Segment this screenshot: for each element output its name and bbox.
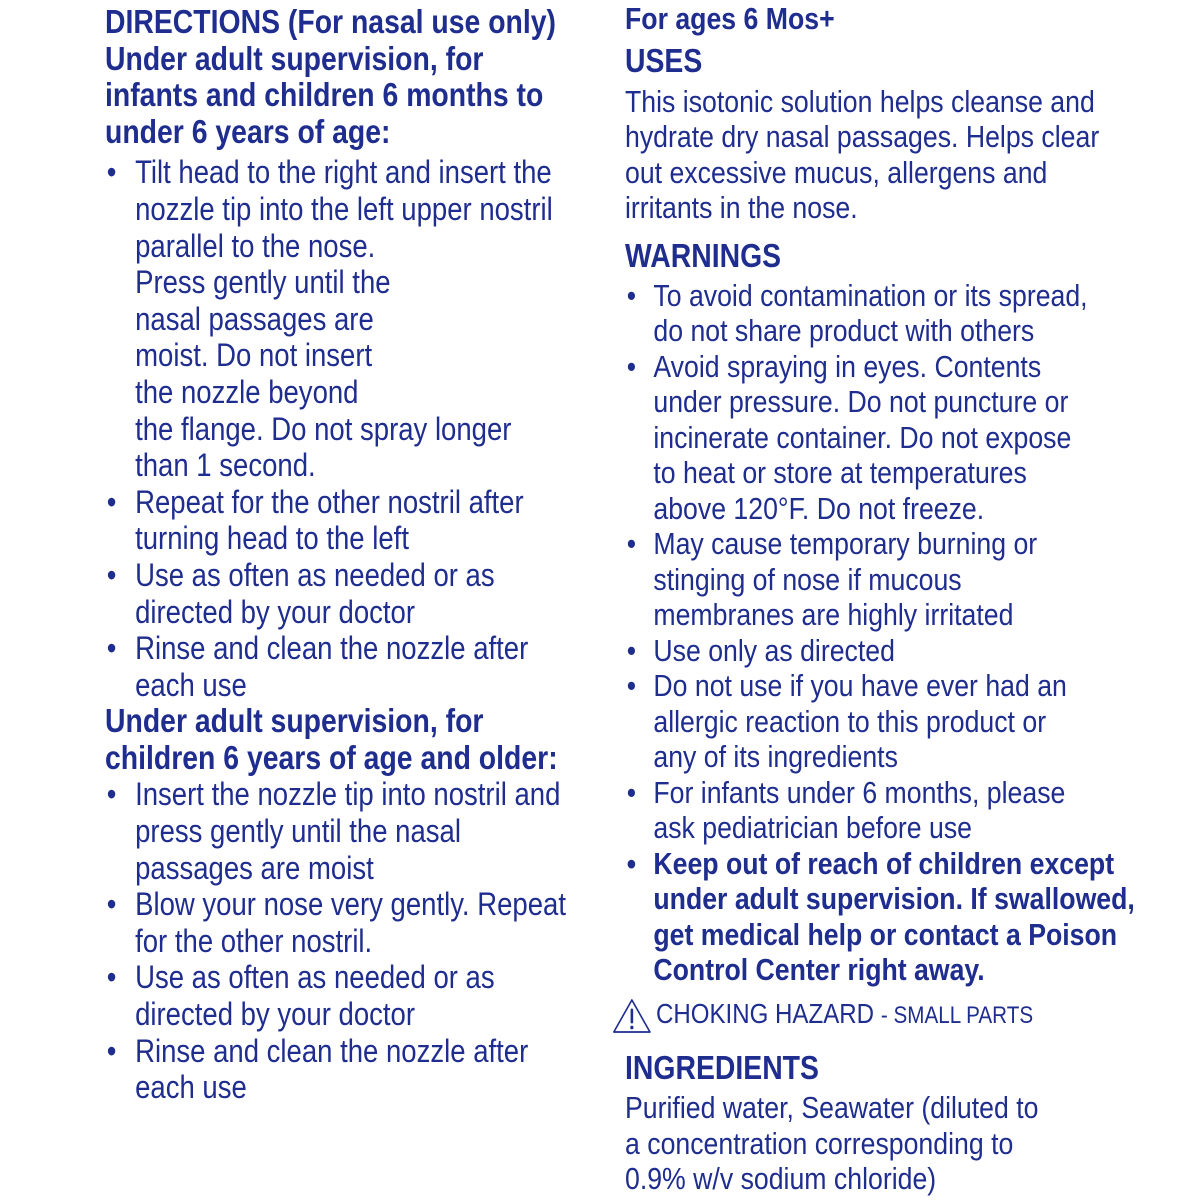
item-line: For infants under 6 months, please: [653, 774, 1066, 810]
bullet-icon: •: [106, 154, 117, 191]
item-line: nasal passages are: [135, 300, 374, 337]
item-line: under pressure. Do not puncture or: [653, 384, 1069, 419]
bullet-icon: •: [106, 776, 117, 813]
bullet-icon: •: [106, 1032, 117, 1069]
ingredients-heading: INGREDIENTS: [625, 1049, 819, 1086]
list-item: [105, 776, 587, 886]
item-line: under adult supervision. If swallowed,: [653, 881, 1135, 916]
directions-subheading-infants: [105, 41, 587, 151]
item-line: each use: [135, 1069, 247, 1106]
item-line: passages are moist: [135, 849, 374, 886]
item-line: turning head to the left: [135, 520, 409, 557]
item-line: Use only as directed: [653, 632, 895, 668]
warning-item: [625, 349, 1141, 527]
directions-column: [105, 4, 587, 1106]
item-line: Repeat for the other nostril after: [135, 483, 524, 520]
uses-text-line: This isotonic solution helps cleanse and: [625, 83, 1095, 119]
item-line: the flange. Do not spray longer: [135, 410, 512, 447]
item-line: Use as often as needed or as: [135, 959, 495, 996]
item-line: to heat or store at temperatures: [653, 455, 1027, 490]
item-line: May cause temporary burning or: [653, 526, 1038, 561]
list-item: [105, 959, 587, 1032]
uses-text-line: out excessive mucus, allergens and: [625, 154, 1048, 190]
list-item: [105, 1033, 587, 1106]
item-line: do not share product with others: [653, 313, 1035, 348]
bullet-icon: •: [626, 845, 637, 881]
subheading-line: Under adult supervision, for: [105, 702, 484, 740]
item-line: each use: [135, 666, 247, 703]
item-line: Do not use if you have ever had an: [653, 668, 1067, 703]
subheading-line: under 6 years of age:: [105, 112, 391, 150]
uses-text: [625, 84, 1141, 226]
item-line: Press gently until the: [135, 264, 391, 301]
list-item: [105, 630, 587, 703]
bullet-icon: •: [106, 556, 117, 593]
directions-subheading-children: [105, 703, 587, 776]
item-line: Tilt head to the right and insert the: [135, 154, 552, 191]
warning-item-keep-out-of-reach: [625, 846, 1141, 988]
uses-heading: USES: [625, 41, 703, 79]
item-line: To avoid contamination or its spread,: [653, 277, 1088, 313]
list-item: [105, 886, 587, 959]
item-line: stinging of nose if mucous: [653, 561, 962, 597]
directions-heading: DIRECTIONS (For nasal use only): [105, 3, 557, 40]
bullet-icon: •: [626, 277, 637, 313]
item-line: Rinse and clean the nozzle after: [135, 1032, 529, 1069]
warning-item: [625, 775, 1141, 846]
ingredients-line: Purified water, Seawater (diluted to: [625, 1090, 1039, 1125]
item-line: than 1 second.: [135, 447, 316, 484]
bullet-icon: •: [626, 668, 637, 703]
item-line: moist. Do not insert: [135, 337, 373, 374]
item-line: Insert the nozzle tip into nostril and: [135, 776, 561, 813]
subheading-line: children 6 years of age and older:: [105, 738, 558, 776]
choking-hazard-label: CHOKING HAZARD: [655, 998, 875, 1029]
warning-item: [625, 668, 1141, 775]
item-line: directed by your doctor: [135, 593, 416, 630]
item-line: incinerate container. Do not expose: [653, 419, 1072, 455]
warnings-heading: WARNINGS: [625, 236, 782, 274]
warning-item: [625, 278, 1141, 349]
bullet-icon: •: [106, 886, 117, 923]
item-line: directed by your doctor: [135, 996, 416, 1033]
info-column: [625, 1, 1141, 1197]
item-line: press gently until the nasal: [135, 813, 461, 850]
ingredients-line: a concentration corresponding to: [625, 1125, 1014, 1161]
list-item: [105, 557, 587, 630]
bullet-icon: •: [626, 632, 637, 668]
subheading-line: Under adult supervision, for: [105, 39, 484, 77]
choking-hazard-detail: - SMALL PARTS: [880, 1002, 1034, 1029]
uses-text-line: hydrate dry nasal passages. Helps clear: [625, 119, 1100, 154]
bullet-icon: •: [106, 959, 117, 996]
item-line: above 120°F. Do not freeze.: [653, 490, 985, 526]
warning-item: [625, 633, 1141, 669]
item-line: membranes are highly irritated: [653, 597, 1014, 632]
age-label: For ages 6 Mos+: [625, 1, 835, 36]
item-line: ask pediatrician before use: [653, 810, 973, 845]
ingredients-line: 0.9% w/v sodium chloride): [625, 1161, 937, 1196]
ingredients-text: [625, 1090, 1141, 1197]
list-item: [105, 484, 587, 557]
bullet-icon: •: [626, 348, 637, 384]
directions-list-children: [105, 776, 587, 1105]
uses-text-line: irritants in the nose.: [625, 190, 858, 225]
bullet-icon: •: [626, 526, 637, 561]
item-line: the nozzle beyond: [135, 373, 359, 410]
item-line: Rinse and clean the nozzle after: [135, 630, 529, 667]
item-line: for the other nostril.: [135, 922, 373, 959]
item-line: any of its ingredients: [653, 739, 898, 774]
warning-item: [625, 526, 1141, 633]
choking-hazard-notice: [625, 994, 1141, 1034]
item-line: Blow your nose very gently. Repeat: [135, 886, 566, 923]
bullet-icon: •: [106, 630, 117, 667]
warning-triangle-icon: [612, 998, 652, 1034]
item-line: get medical help or contact a Poison: [653, 916, 1118, 952]
bullet-icon: •: [626, 774, 637, 810]
item-line: Control Center right away.: [653, 952, 985, 987]
item-line: Avoid spraying in eyes. Contents: [653, 348, 1042, 384]
directions-list-infants: [105, 154, 587, 703]
list-item: [105, 154, 587, 483]
item-line: parallel to the nose.: [135, 227, 376, 264]
item-line: nozzle tip into the left upper nostril: [135, 190, 553, 227]
item-line: Use as often as needed or as: [135, 556, 495, 593]
warnings-list: [625, 278, 1141, 988]
item-line: allergic reaction to this product or: [653, 703, 1047, 739]
item-line: Keep out of reach of children except: [653, 845, 1115, 881]
subheading-line: infants and children 6 months to: [105, 76, 544, 114]
bullet-icon: •: [106, 483, 117, 520]
